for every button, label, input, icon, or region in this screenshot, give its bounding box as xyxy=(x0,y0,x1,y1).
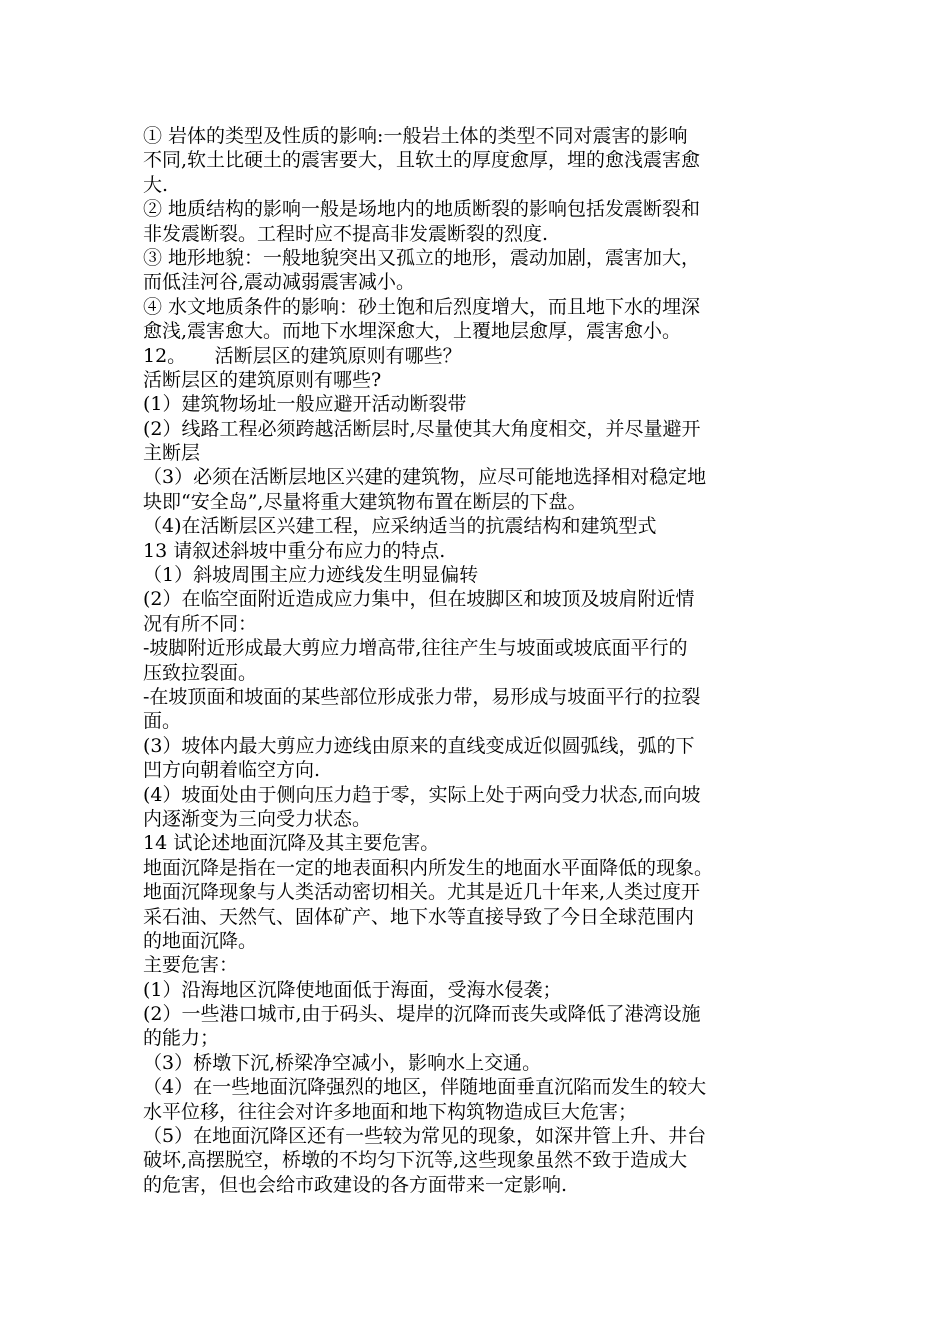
text-line: 的能力； xyxy=(143,1027,220,1050)
text-line: 凹方向朝着临空方向. xyxy=(143,759,321,782)
text-line: (4）坡面处由于侧向压力趋于零，实际上处于两向受力状态,而向坡 xyxy=(143,783,701,806)
section-heading: 14 试论述地面沉降及其主要危害。 xyxy=(143,832,440,855)
text-line: ③ 地形地貌：一般地貌突出又孤立的地形，震动加剧，震害加大， xyxy=(143,246,701,269)
text-line: （4）在一些地面沉降强烈的地区，伴随地面垂直沉陷而发生的较大 xyxy=(143,1076,707,1099)
text-line: 而低洼河谷,震动减弱震害减小。 xyxy=(143,271,416,294)
section-heading: 13 请叙述斜坡中重分布应力的特点. xyxy=(143,539,446,562)
text-line: 水平位移，往往会对许多地面和地下构筑物造成巨大危害； xyxy=(143,1100,638,1123)
text-line: （1）斜坡周围主应力迹线发生明显偏转 xyxy=(143,564,479,587)
text-line: ② 地质结构的影响一般是场地内的地质断裂的影响包括发震断裂和 xyxy=(143,198,701,221)
text-line: 的危害，但也会给市政建设的各方面带来一定影响. xyxy=(143,1173,568,1196)
text-line: -坡脚附近形成最大剪应力增高带,往往产生与坡面或坡底面平行的 xyxy=(143,637,688,660)
text-line: (3）坡体内最大剪应力迹线由原来的直线变成近似圆弧线，弧的下 xyxy=(143,734,695,757)
section-heading: 12。 活断层区的建筑原则有哪些？ xyxy=(143,344,462,367)
text-line: 面。 xyxy=(143,710,182,733)
text-line: 压致拉裂面。 xyxy=(143,661,258,684)
text-line: 破坏,高摆脱空，桥墩的不均匀下沉等,这些现象虽然不致于造成大 xyxy=(143,1149,688,1172)
text-line: (1）沿海地区沉降使地面低于海面，受海水侵袭； xyxy=(143,978,562,1001)
text-line: 大. xyxy=(143,173,169,196)
text-line: 非发震断裂。工程时应不提高非发震断裂的烈度. xyxy=(143,222,549,245)
text-line: 地面沉降是指在一定的地表面积内所发生的地面水平面降低的现象。 xyxy=(143,856,714,879)
text-line: -在坡顶面和坡面的某些部位形成张力带，易形成与坡面平行的拉裂 xyxy=(143,685,701,708)
text-line: (2）在临空面附近造成应力集中，但在坡脚区和坡顶及坡肩附近情 xyxy=(143,588,695,611)
text-line: 不同,软土比硬土的震害要大，且软土的厚度愈厚，埋的愈浅震害愈 xyxy=(143,149,701,172)
text-line: （3）桥墩下沉,桥梁净空减小，影响水上交通。 xyxy=(143,1051,542,1074)
text-line: 的地面沉降。 xyxy=(143,929,258,952)
text-line: 主要危害： xyxy=(143,954,239,977)
text-line: （3）必须在活断层地区兴建的建筑物，应尽可能地选择相对稳定地 xyxy=(143,466,707,489)
text-line: （4)在活断层区兴建工程，应采纳适当的抗震结构和建筑型式 xyxy=(143,515,657,538)
text-line: 地面沉降现象与人类活动密切相关。尤其是近几十年来,人类过度开 xyxy=(143,881,701,904)
text-line: 块即“安全岛”,尽量将重大建筑物布置在断层的下盘。 xyxy=(143,490,587,513)
text-line: (2）一些港口城市,由于码头、堤岸的沉降而丧失或降低了港湾设施 xyxy=(143,1003,701,1026)
text-line: 愈浅,震害愈大。而地下水埋深愈大，上覆地层愈厚，震害愈小。 xyxy=(143,320,682,343)
text-line: 主断层 xyxy=(143,442,201,465)
text-line: ① 岩体的类型及性质的影响:一般岩土体的类型不同对震害的影响 xyxy=(143,125,688,147)
text-line: 内逐渐变为三向受力状态。 xyxy=(143,807,372,830)
text-line: 采石油、天然气、固体矿产、地下水等直接导致了今日全球范围内 xyxy=(143,905,695,928)
text-line: 活断层区的建筑原则有哪些? xyxy=(143,368,382,391)
document-body xyxy=(143,124,823,1197)
text-line: (1）建筑物场址一般应避开活动断裂带 xyxy=(143,393,467,416)
text-line: 况有所不同： xyxy=(143,612,258,635)
text-line: ④ 水文地质条件的影响：砂土饱和后烈度增大，而且地下水的埋深 xyxy=(143,295,701,318)
text-line: (2）线路工程必须跨越活断层时,尽量使其大角度相交，并尽量避开 xyxy=(143,417,701,440)
text-line: （5）在地面沉降区还有一些较为常见的现象，如深井管上升、井台 xyxy=(143,1125,707,1148)
